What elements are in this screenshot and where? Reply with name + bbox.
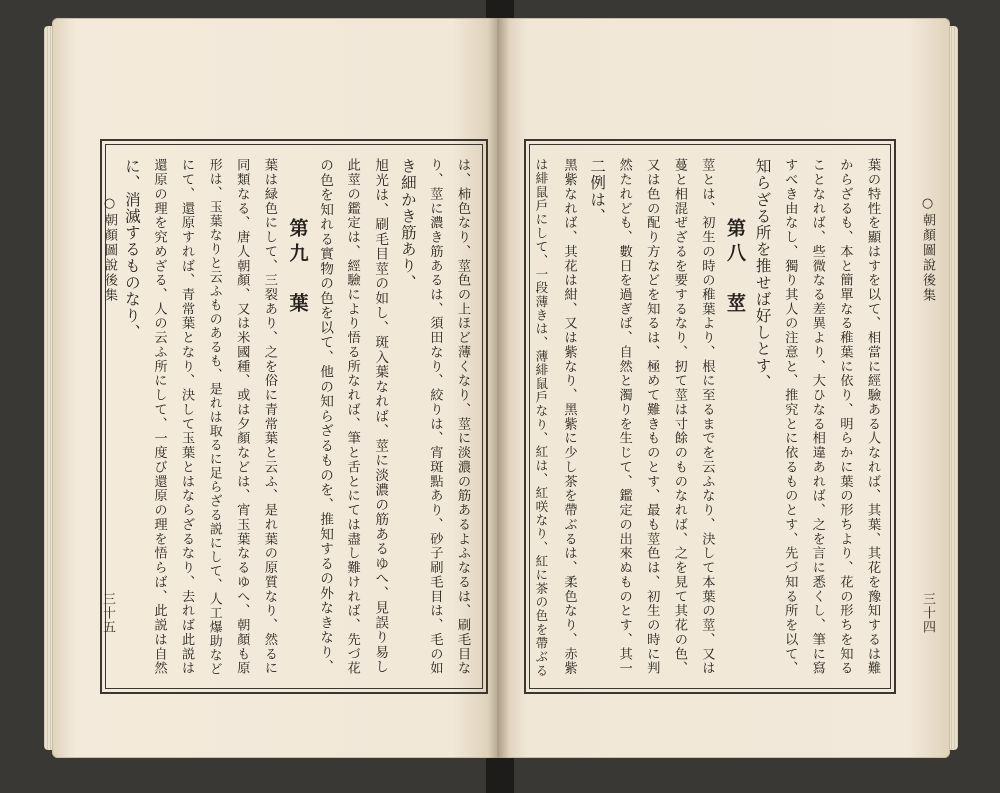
text-line: 葉の特性を顯はすを以て、相當に經驗ある人なれば、其葉、其花を豫知するは難 <box>865 158 880 676</box>
text-line: 同類なる、唐人朝顏、又は米國種、或は夕顏などは、宵玉葉なるゆへ、朝顏も原 <box>234 158 250 676</box>
right-page <box>498 18 950 758</box>
text-line: 葉は緑色にして、三裂あり、之を俗に青常葉と云ふ、是れ葉の原質なり、然るに <box>261 158 277 676</box>
text-line: 知らざる所を推せば好しとす、 <box>753 158 772 391</box>
text-line: ことなれば、些微なる差異より、大ひなる相違あれば、之を言に悉くし、筆に寫 <box>809 158 825 676</box>
text-line: り、莖に濃き筋あるは、須田なり、絞りは、宵斑點あり、砂子刷毛目は、毛の如 <box>427 158 443 676</box>
left-page-text <box>122 158 476 678</box>
section-heading: 第八 莖 <box>724 218 747 318</box>
text-line: 又は色の配り方などを知るは、極めて難きものとす、最も莖色は、初生の時に判 <box>644 158 660 676</box>
text-line: 然たれども、數日を過ぎば、自然と濁りを生じて、鑑定の出來ぬものとす、其一 <box>616 158 632 676</box>
text-line: き細かき筋あり、 <box>398 158 417 291</box>
text-line: 莖とは、初生の時の稚葉より、根に至るまでを云ふなり、決して本葉の莖、又は <box>699 158 715 676</box>
text-line: に、消滅するものなり、 <box>122 158 141 341</box>
running-head: ○朝顏圖說後集 <box>102 196 117 303</box>
open-book <box>52 18 950 758</box>
left-page <box>52 18 498 758</box>
text-line: 二例は、 <box>588 158 607 225</box>
text-line: は、柿色なり、莖色の上ほど薄くなり、莖に淡濃の筋あるよふなるは、刷毛目な <box>455 158 470 676</box>
text-line: 此莖の鑑定は、經驗により悟る所なれば、筆と舌とにては盡し難ければ、先づ花 <box>344 158 360 676</box>
text-line: 黑紫なれば、其花は紺、又は紫なり、黑紫に少し茶を帶ぶるは、柔色なり、赤紫 <box>561 158 577 676</box>
running-head: ○朝顏圖說後集 <box>920 196 935 303</box>
page-number: 三十四 <box>920 592 935 634</box>
text-line: の色を知れる實物の色を以て、他の知らざるものを、推知するの外なきなり、 <box>317 158 334 675</box>
text-line: 形は、玉葉なりと云ふものあるも、是れは取るに足らざる説にして、人工爆助など <box>206 158 222 677</box>
section-heading: 第九 葉 <box>286 218 309 318</box>
right-page-text <box>533 158 886 678</box>
text-line: すべき由なし、獨り其人の注意と、推究とに依るものとす、先づ知る所を以て、 <box>782 158 798 676</box>
text-line: にて、還原すれば、青常葉となり、決して玉葉とはならざるなり、去れば此説は <box>179 158 195 676</box>
text-line: 蔓と相混ぜざるを要するなり、扨て莖は寸餘のものなれば、之を見て其花の色、 <box>671 158 687 676</box>
text-line: からざるも、本と簡單なる稚葉に依り、明らかに葉の形ちより、花の形ちを知る <box>837 158 853 676</box>
text-line: は緋鼠戶にして、一段薄きは、薄緋鼠戶なり、紅は、紅咲なり、紅に茶の色を帶ぶる <box>533 158 549 678</box>
text-line: 還原の理を究めざる、人の云ふ所にして、一度び還原の理を悟らば、此説は自然 <box>151 158 167 676</box>
page-number: 三十五 <box>100 592 115 634</box>
book-gutter <box>488 18 510 758</box>
text-line: 旭光は、刷毛目莖の如し、斑入葉なれば、莖に淡濃の筋あるゆへ、見誤り易し <box>372 158 389 675</box>
